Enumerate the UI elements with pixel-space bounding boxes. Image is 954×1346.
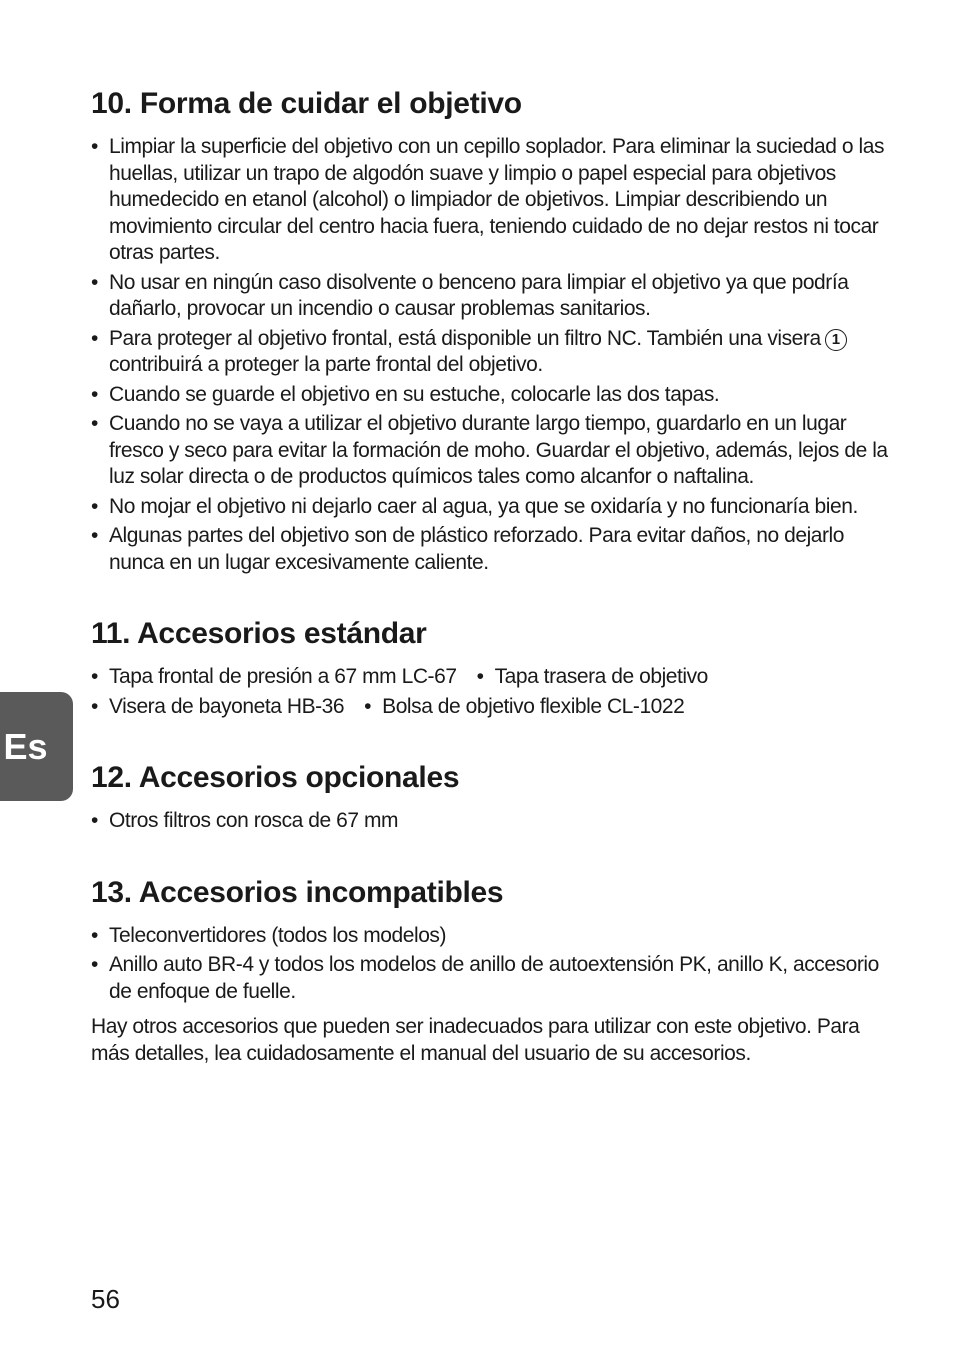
bullet-list — [91, 923, 901, 1006]
list-item: • Bolsa de objetivo flexible CL-1022 — [364, 694, 684, 721]
section-lens-care — [91, 82, 901, 576]
bullet-list — [91, 808, 901, 835]
list-item-text: Para proteger al objetivo frontal, está disponible un filtro NC. También una visera — [109, 326, 821, 350]
section-optional-accessories — [91, 756, 901, 835]
list-item: • Limpiar la superficie del objetivo con un cepillo soplador. Para eliminar la suciedad o las huellas, utilizar un trapo de algodón suave y limpio o papel especial para objetivos humedecido en etanol (alcohol) o limpiador de objetivos. Limpiar describiendo un movimiento circular del centro hacia fuera, teniendo cuidado de no dejar restos ni tocar otras partes. — [91, 134, 901, 267]
list-item: • No mojar el objetivo ni dejarlo caer al agua, ya que se oxidaría y no funcionaría bien. — [91, 494, 901, 521]
section-incompatible-accessories — [91, 871, 901, 1068]
list-item: • Cuando se guarde el objetivo en su estuche, colocarle las dos tapas. — [91, 382, 901, 409]
list-item: • Visera de bayoneta HB-36 — [91, 694, 344, 721]
page-number: 56 — [91, 1284, 120, 1314]
list-item: • Cuando no se vaya a utilizar el objetivo durante largo tiempo, guardarlo en un lugar fresco y seco para evitar la formación de moho. Guardar el objetivo, además, lejos de la luz solar directa o de productos químicos tales como alcanfor o naftalina. — [91, 411, 901, 491]
list-item: • No usar en ningún caso disolvente o benceno para limpiar el objetivo ya que podría dañarlo, provocar un incendio o causar problemas sanitarios. — [91, 270, 901, 323]
callout-number-icon: 1 — [825, 329, 847, 351]
list-item — [91, 326, 901, 379]
accessory-row — [91, 694, 901, 721]
section-title: 11. Accesorios estándar — [91, 617, 427, 650]
section-title: 13. Accesorios incompatibles — [91, 875, 504, 909]
accessory-row — [91, 664, 901, 691]
section-title: 10. Forma de cuidar el objetivo — [91, 87, 522, 120]
bullet-list — [91, 134, 901, 576]
section-standard-accessories — [91, 612, 901, 720]
list-item: • Anillo auto BR-4 y todos los modelos de anillo de autoextensión PK, anillo K, accesorio de enfoque de fuelle. — [91, 952, 901, 1005]
list-item: • Tapa frontal de presión a 67 mm LC-67 — [91, 664, 457, 691]
note-paragraph: Hay otros accesorios que pueden ser inadecuados para utilizar con este objetivo. Para más detalles, lea cuidadosamente el manual del usuario de su accesorios. — [91, 1015, 860, 1065]
section-title: 12. Accesorios opcionales — [91, 761, 460, 794]
page-content — [91, 82, 901, 1067]
language-tab: Es — [0, 692, 73, 801]
list-item: • Algunas partes del objetivo son de plástico reforzado. Para evitar daños, no dejarlo nunca en un lugar excesivamente caliente. — [91, 523, 901, 576]
list-item-text: contribuirá a proteger la parte frontal del objetivo. — [109, 353, 543, 376]
list-item: • Tapa trasera de objetivo — [477, 664, 708, 691]
list-item: • Teleconvertidores (todos los modelos) — [91, 923, 901, 950]
list-item: • Otros filtros con rosca de 67 mm — [91, 808, 901, 835]
